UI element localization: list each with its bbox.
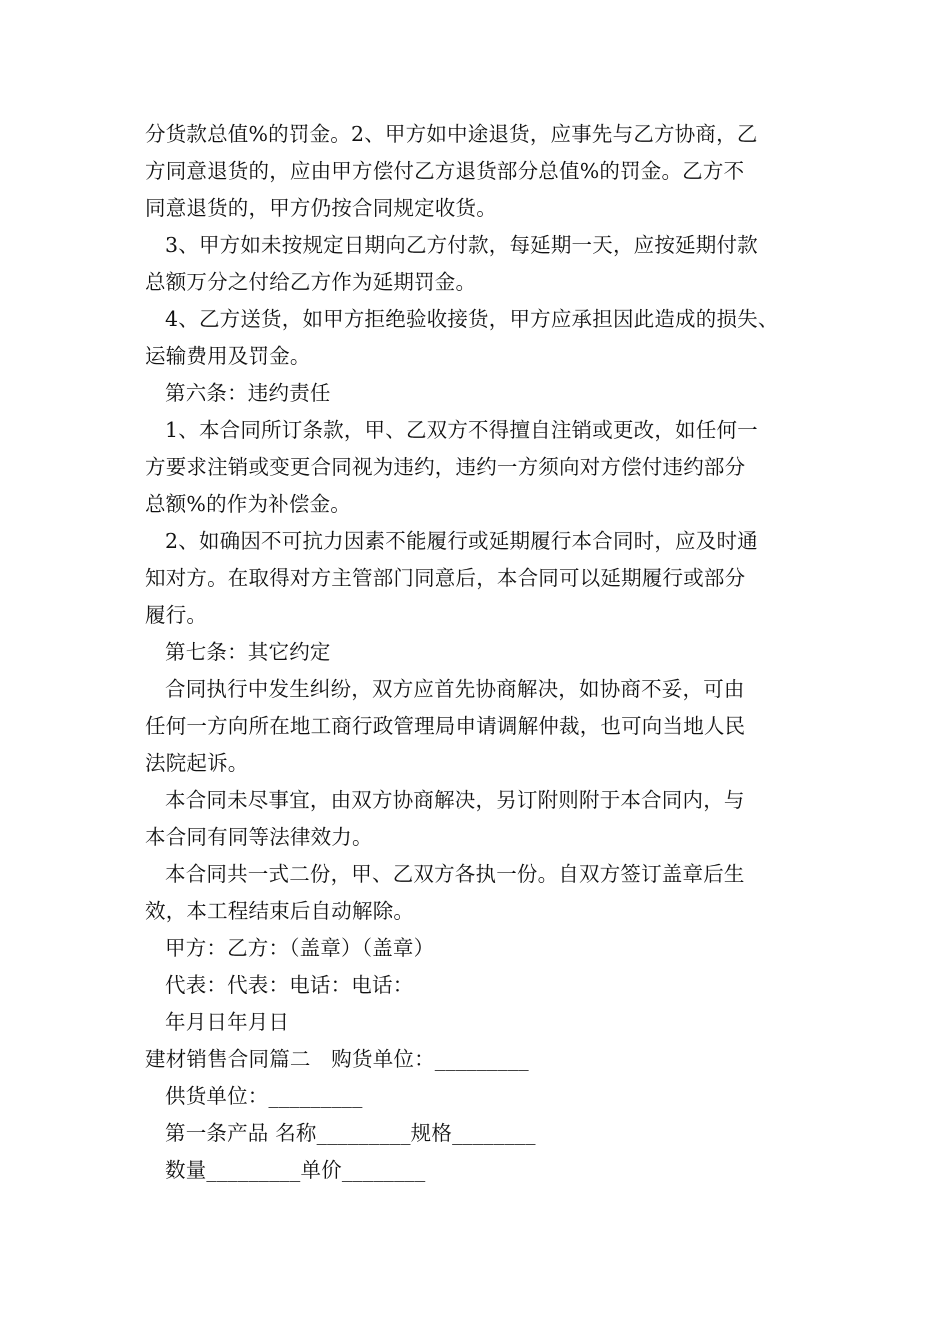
text-line: 本合同共一式二份，甲、乙双方各执一份。自双方签订盖章后生 [165,862,745,886]
text-line: 甲方：乙方：（盖章）（盖章） [165,936,435,960]
text-line: 总额%的作为补偿金。 [145,492,351,516]
text-line: 代表：代表：电话：电话： [165,973,414,997]
text-line: 建材销售合同篇二 购货单位：_________ [145,1047,529,1071]
text-line: 供货单位：_________ [165,1084,363,1108]
text-line: 2、如确因不可抗力因素不能履行或延期履行本合同时，应及时通 [165,529,758,553]
text-line: 数量_________单价________ [165,1158,426,1182]
text-line: 第七条：其它约定 [165,640,331,664]
text-line: 3、甲方如未按规定日期向乙方付款，每延期一天，应按延期付款 [165,233,758,257]
text-line: 运输费用及罚金。 [145,344,311,368]
text-line: 履行。 [145,603,208,627]
text-line: 本合同未尽事宜，由双方协商解决，另订附则附于本合同内，与 [165,788,745,812]
text-line: 4、乙方送货，如甲方拒绝验收接货，甲方应承担因此造成的损失、 [165,307,779,331]
text-line: 1、本合同所订条款，甲、乙双方不得擅自注销或更改，如任何一 [165,418,758,442]
text-line: 第六条：违约责任 [165,381,331,405]
text-line: 效，本工程结束后自动解除。 [145,899,415,923]
text-line: 年月日年月日 [165,1010,290,1034]
text-line: 知对方。在取得对方主管部门同意后，本合同可以延期履行或部分 [145,566,746,590]
text-line: 法院起诉。 [145,751,249,775]
text-line: 方同意退货的，应由甲方偿付乙方退货部分总值%的罚金。乙方不 [145,159,745,183]
text-line: 本合同有同等法律效力。 [145,825,373,849]
text-line: 同意退货的，甲方仍按合同规定收货。 [145,196,497,220]
text-line: 第一条产品 名称_________规格________ [165,1121,536,1145]
text-line: 总额万分之付给乙方作为延期罚金。 [145,270,477,294]
document-body [145,116,815,1189]
text-line: 分货款总值%的罚金。2、甲方如中途退货，应事先与乙方协商，乙 [145,122,758,146]
text-line: 合同执行中发生纠纷，双方应首先协商解决，如协商不妥，可由 [165,677,745,701]
text-line: 任何一方向所在地工商行政管理局申请调解仲裁，也可向当地人民 [145,714,746,738]
text-line: 方要求注销或变更合同视为违约，违约一方须向对方偿付违约部分 [145,455,746,479]
